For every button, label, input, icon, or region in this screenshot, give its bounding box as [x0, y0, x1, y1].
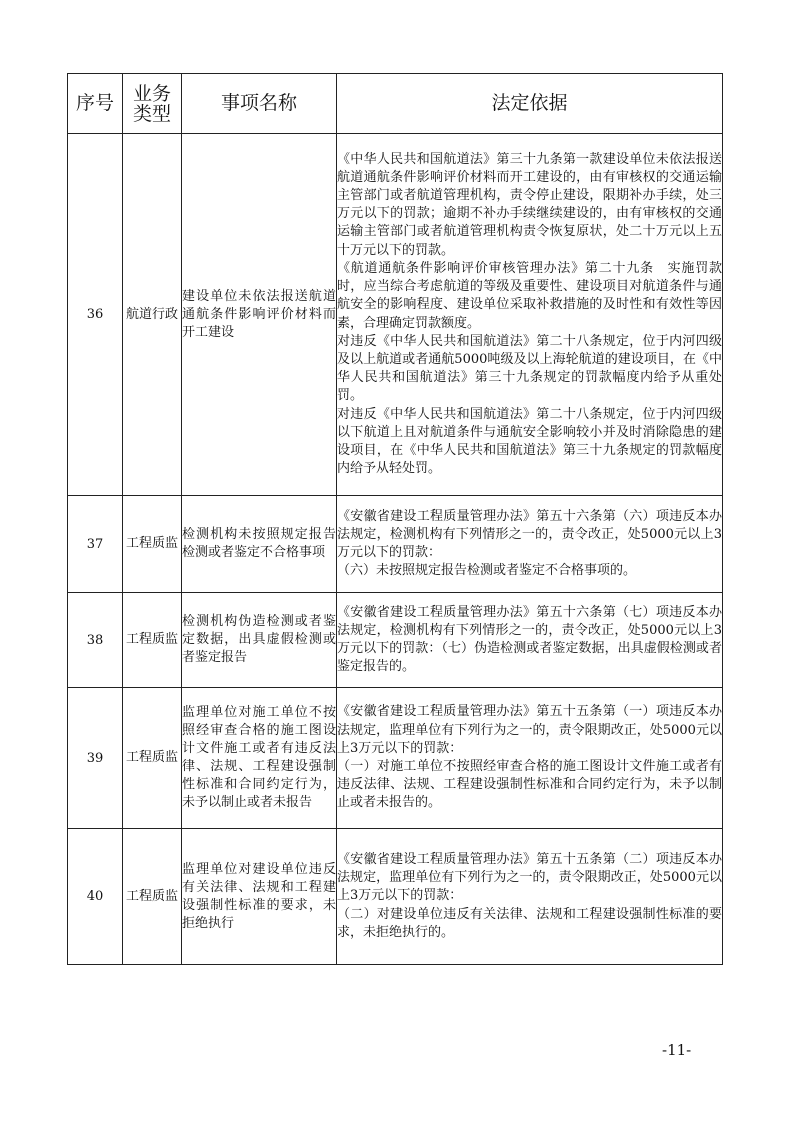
table-row: [68, 688, 723, 829]
page-number: -11-: [662, 1041, 692, 1059]
row-legal-basis: [337, 829, 723, 965]
row-legal-basis: [337, 496, 723, 593]
legal-basis-paragraph: （一）对施工单位不按照经审查合格的施工图设计文件施工或者有违反法律、法规、工程建设强制性标准和合同约定行为，未予以制止或者未报告的。: [337, 759, 722, 811]
table-body: [68, 134, 723, 965]
header-basis: 法定依据: [337, 74, 723, 134]
legal-basis-paragraph: 《航道通航条件影响评价审核管理办法》第二十九条 实施罚款时，应当综合考虑航道的等级及重要性、建设项目对航道条件与通航安全的影响程度、建设单位采取补救措施的及时性和有效性等因素，合理确定罚款额度。: [337, 260, 722, 331]
legal-basis-paragraph: 对违反《中华人民共和国航道法》第二十八条规定，位于内河四级及以上航道或者通航5000吨级及以上海轮航道的建设项目，在《中华人民共和国航道法》第三十九条规定的罚款幅度内给予从重处罚。: [337, 333, 722, 404]
row-type: 工程质监: [123, 593, 182, 688]
row-type: 工程质监: [123, 496, 182, 593]
table-row: [68, 829, 723, 965]
legal-basis-paragraph: 对违反《中华人民共和国航道法》第二十八条规定，位于内河四级以下航道上且对航道条件与通航安全影响较小并及时消除隐患的建设项目，在《中华人民共和国航道法》第三十九条规定的罚款幅度内给予从轻处罚。: [337, 406, 722, 477]
row-item-name: 检测机构伪造检测或者鉴定数据，出具虚假检测或者鉴定报告: [182, 593, 337, 688]
row-type: 工程质监: [123, 688, 182, 829]
row-type: 航道行政: [123, 134, 182, 496]
legal-basis-paragraph: 《安徽省建设工程质量管理办法》第五十五条第（二）项违反本办法规定，监理单位有下列行为之一的，责令限期改正，处5000元以上3万元以下的罚款：: [337, 851, 722, 904]
legal-basis-paragraph: 《中华人民共和国航道法》第三十九条第一款建设单位未依法报送航道通航条件影响评价材料而开工建设的，由有审核权的交通运输主管部门或者航道管理机构，责令停止建设，限期补办手续，处三万元以下的罚款；逾期不补办手续继续建设的，由有审核权的交通运输主管部门或者航道管理机构责令恢复原状，处二十万元以上五十万元以下的罚款。: [337, 151, 722, 258]
legal-basis-paragraph: 《安徽省建设工程质量管理办法》第五十五条第（一）项违反本办法规定，监理单位有下列行为之一的，责令限期改正，处5000元以上3万元以下的罚款：: [337, 704, 722, 756]
header-name: 事项名称: [182, 74, 337, 134]
legal-basis-paragraph: （六）未按照规定报告检测或者鉴定不合格事项的。: [337, 563, 637, 579]
row-seq: 36: [68, 134, 123, 496]
row-seq: 38: [68, 593, 123, 688]
table-row: [68, 593, 723, 688]
row-type: 工程质监: [123, 829, 182, 965]
row-item-name: 监理单位对施工单位不按照经审查合格的施工图设计文件施工或者有违反法律、法规、工程建设强制性标准和合同约定行为，未予以制止或者未报告: [182, 688, 337, 829]
legal-basis-paragraph: 《安徽省建设工程质量管理办法》第五十六条第（七）项违反本办法规定，检测机构有下列情形之一的，责令改正，处5000元以上3万元以下的罚款：（七）伪造检测或者鉴定数据，出具虚假检测或者鉴定报告的。: [337, 604, 722, 675]
row-legal-basis: [337, 593, 723, 688]
row-seq: 40: [68, 829, 123, 965]
row-item-name: 监理单位对建设单位违反有关法律、法规和工程建设强制性标准的要求，未拒绝执行: [182, 829, 337, 965]
table-header-row: [68, 74, 723, 134]
penalty-items-table: [67, 73, 723, 965]
legal-basis-paragraph: 《安徽省建设工程质量管理办法》第五十六条第（六）项违反本办法规定，检测机构有下列情形之一的，责令改正，处5000元以上3万元以下的罚款：: [337, 508, 722, 560]
row-legal-basis: [337, 134, 723, 496]
table-row: [68, 134, 723, 496]
header-seq: 序号: [68, 74, 123, 134]
row-seq: 39: [68, 688, 123, 829]
table-row: [68, 496, 723, 593]
row-seq: 37: [68, 496, 123, 593]
row-item-name: 建设单位未依法报送航道通航条件影响评价材料而开工建设: [182, 134, 337, 496]
header-type: 业务类型: [123, 74, 182, 134]
row-legal-basis: [337, 688, 723, 829]
row-item-name: 检测机构未按照规定报告检测或者鉴定不合格事项: [182, 496, 337, 593]
legal-basis-paragraph: （二）对建设单位违反有关法律、法规和工程建设强制性标准的要求，未拒绝执行的。: [337, 906, 722, 940]
